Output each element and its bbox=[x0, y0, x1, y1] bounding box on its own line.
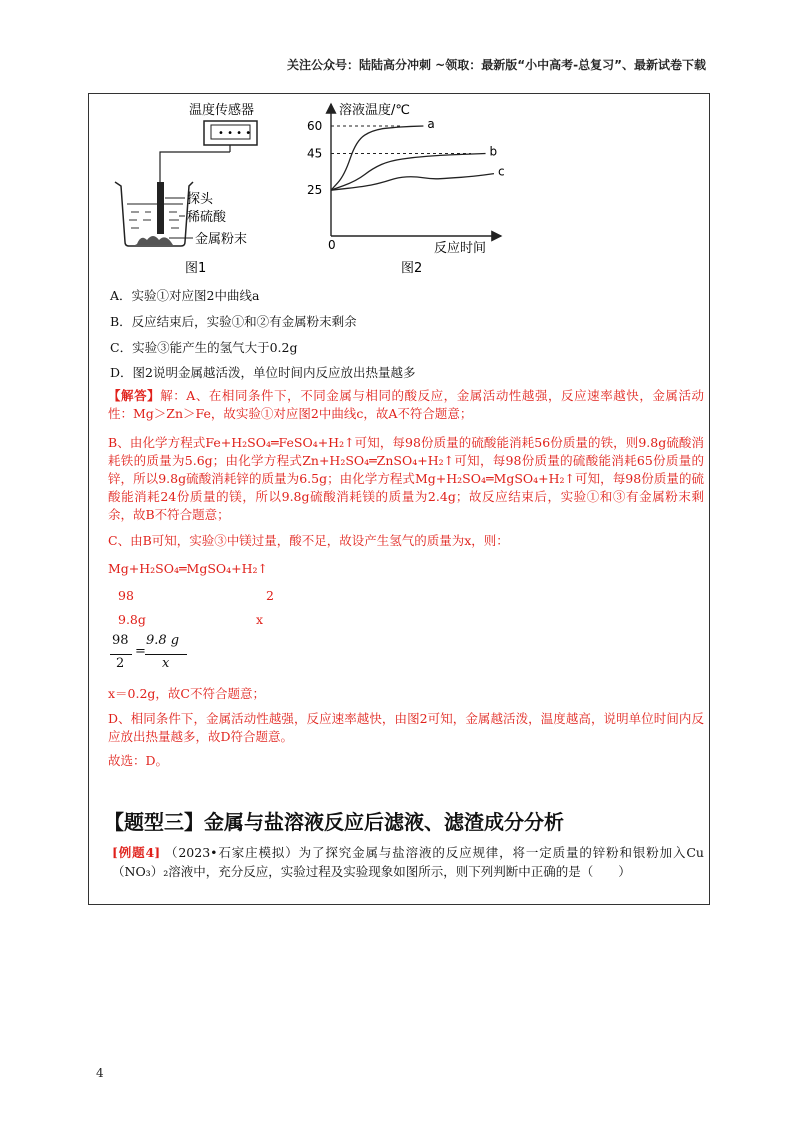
page-number: 4 bbox=[96, 1066, 104, 1080]
option-b: B．反应结束后，实验①和②有金属粉末剩余 bbox=[110, 314, 357, 329]
frac-num-right: 9.8 g bbox=[146, 633, 180, 648]
reaction-equation: Mg+H₂SO₄═MgSO₄+H₂↑ bbox=[108, 561, 269, 576]
curve-label-a: a bbox=[427, 117, 435, 131]
frac-den-right: x bbox=[162, 656, 170, 671]
frac-num-left: 98 bbox=[112, 633, 129, 648]
example-text: （2023•石家庄模拟）为了探究金属与盐溶液的反应规律，将一定质量的锌粉和银粉加入Cu（NO₃）₂溶液中，充分反应，实验过程及实验现象如图所示，则下列判断中正确的是（ ） bbox=[112, 845, 704, 879]
svg-text:• • • •: • • • • bbox=[218, 128, 252, 139]
curve-c bbox=[331, 174, 494, 191]
frac-den-left: 2 bbox=[116, 656, 125, 671]
page-header: 关注公众号：陆陆高分冲刺 ~领取：最新版“小中高考-总复习”、最新试卷下载 bbox=[287, 58, 706, 72]
ratio-bottom-right: x bbox=[256, 612, 264, 627]
curve-label-b: b bbox=[489, 144, 498, 159]
figure-2-caption: 图2 bbox=[401, 261, 423, 274]
ratio-bottom-left: 9.8g bbox=[118, 612, 146, 627]
y-axis-label: 溶液温度/℃ bbox=[339, 103, 410, 118]
proportion-fraction bbox=[110, 633, 190, 675]
metal-powder bbox=[135, 236, 173, 245]
option-a: A．实验①对应图2中曲线a bbox=[110, 288, 260, 303]
example-4 bbox=[112, 843, 704, 881]
y-tick-label-45: 45 bbox=[307, 146, 323, 161]
curve-b bbox=[331, 154, 486, 191]
probe bbox=[157, 182, 164, 234]
ratio-top-left: 98 bbox=[118, 588, 134, 603]
answer-a-text: 解：A、在相同条件下，不同金属与相同的酸反应，金属活动性越强，反应速率越快，金属活动性：Mg＞Zn＞Fe，故实验①对应图2中曲线c，故A不符合题意； bbox=[108, 388, 704, 421]
answer-part-c: C、由B可知，实验③中镁过量，酸不足，故设产生氢气的质量为x，则： bbox=[108, 533, 509, 548]
answer-tag: 【解答】 bbox=[108, 388, 161, 403]
y-tick-label-25: 25 bbox=[307, 183, 323, 198]
y-tick-label-60: 60 bbox=[307, 119, 323, 133]
figures-area bbox=[89, 94, 709, 274]
option-d: D．图2说明金属越活泼，单位时间内反应放出热量越多 bbox=[110, 365, 416, 380]
frac-equals: = bbox=[135, 644, 146, 659]
answer-part-d: D、相同条件下，金属活动性越强，反应速率越快，由图2可知，金属越活泼，温度越高，说明单位时间内反应放出热量越多，故D符合题意。 bbox=[108, 711, 704, 744]
answer-part-b: B、由化学方程式Fe+H₂SO₄═FeSO₄+H₂↑可知，每98份质量的硫酸能消耗56份质量的铁，则9.8g硫酸消耗铁的质量为5.6g；由化学方程式Zn+H₂SO₄═ZnSO₄+H₂↑可知，每98份质量的硫酸能消耗65份质量的锌，所以9.8g硫酸消耗锌的质量为6.5g；由化学方程式Mg+H₂SO₄═MgSO₄+H₂↑可知，每98份质量的硫酸能消耗24份质量的镁，所以9.8g硫酸消耗镁的质量为2.4g；故反应结束后，实验①和③有金属粉末剩余，故B不符合题意； bbox=[108, 435, 704, 522]
liquid-pattern bbox=[129, 212, 179, 228]
ratio-top-right: 2 bbox=[266, 588, 274, 603]
origin-label: 0 bbox=[328, 238, 336, 252]
figure-1-apparatus bbox=[115, 102, 257, 274]
figure-2-chart bbox=[307, 102, 505, 274]
section-title: 【题型三】金属与盐溶液反应后滤液、滤渣成分分析 bbox=[104, 810, 564, 834]
probe-label: 探头 bbox=[187, 192, 214, 207]
x-axis-label: 反应时间 bbox=[434, 241, 487, 256]
option-c: C．实验③能产生的氢气大于0.2g bbox=[110, 340, 298, 355]
answer-result: x＝0.2g，故C不符合题意； bbox=[108, 686, 265, 701]
example-label: [例题4] bbox=[112, 845, 161, 860]
answer-part-a bbox=[108, 387, 704, 423]
answer-choice: 故选：D。 bbox=[108, 753, 169, 768]
acid-label: 稀硫酸 bbox=[187, 210, 227, 225]
powder-label: 金属粉末 bbox=[195, 232, 248, 247]
figure-1-caption: 图1 bbox=[185, 261, 207, 274]
sensor-label: 温度传感器 bbox=[189, 103, 255, 118]
curve-label-c: c bbox=[497, 164, 505, 179]
